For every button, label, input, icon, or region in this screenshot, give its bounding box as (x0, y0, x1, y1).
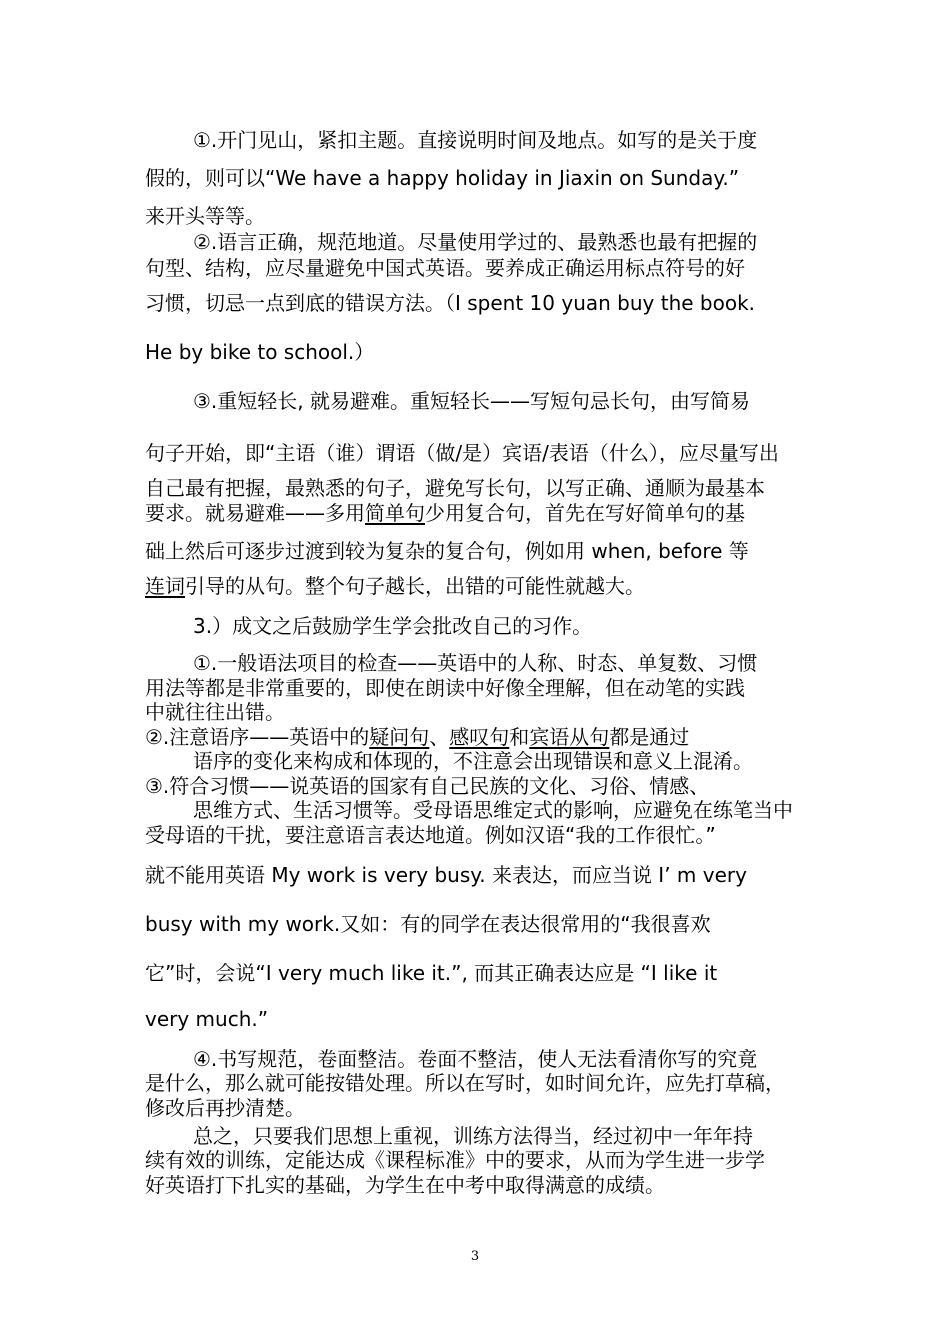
text-segment: very much.” (145, 1007, 269, 1031)
text-line (145, 570, 645, 599)
text-segment: 3.）成文之后鼓励学生学会批改自己的习作。 (193, 614, 593, 638)
text-line (145, 497, 745, 526)
text-segment: 是什么，那么就可能按错处理。所以在写时，如时间允许，应先打草稿， (145, 1071, 785, 1095)
text-line (145, 1092, 305, 1121)
text-segment: 引导的从句。整个句子越长，出错的可能性就越大。 (185, 574, 645, 598)
text-line (145, 437, 779, 466)
text-segment: 习惯，切忌一点到底的错误方法。（I spent 10 yuan buy the book. (145, 291, 756, 315)
text-line (145, 1007, 268, 1031)
text-segment: ①.开门见山，紧扣主题。直接说明时间及地点。如写的是关于度 (193, 128, 758, 152)
text-segment: 句子开始，即“主语（谁）谓语（做/是）宾语/表语（什么），应尽量写出 (145, 441, 779, 465)
text-segment: 它”时，会说“I very much like it.”, 而其正确表达应是 “I like it (145, 961, 718, 985)
text-segment: 少用复合句，首先在写好简单句的基 (425, 501, 745, 525)
text-segment: 中就往往出错。 (145, 700, 285, 724)
text-line (145, 957, 717, 986)
text-line (145, 1169, 665, 1198)
text-segment: ③.符合习惯——说英语的国家有自己民族的文化、习俗、情感、 (145, 774, 710, 798)
underlined-term: 疑问句 (369, 725, 430, 749)
text-line (145, 162, 739, 191)
text-line (145, 859, 747, 888)
text-segment: 要求。就易避难——多用 (145, 501, 365, 525)
text-segment: 和 (509, 725, 530, 749)
text-line (193, 226, 757, 255)
text-segment: 好英语打下扎实的基础，为学生在中考中取得满意的成绩。 (145, 1173, 665, 1197)
text-line (145, 535, 749, 564)
text-segment: 都是通过 (609, 725, 690, 749)
text-segment: ③.重短轻长, 就易避难。重短轻长——写短句忌长句，由写简易 (193, 389, 751, 413)
text-line (193, 385, 750, 414)
text-segment: 句型、结构，应尽量避免中国式英语。要养成正确运用标点符号的好 (145, 256, 745, 280)
text-segment: busy with my work.又如：有的同学在表达很常用的“我很喜欢 (145, 912, 711, 936)
text-segment: 来开头等等。 (145, 204, 265, 228)
text-segment: 假的，则可以“We have a happy holiday in Jiaxin on Sunday.” (145, 166, 740, 190)
text-segment: 用法等都是非常重要的，即使在朗读中好像全理解，但在动笔的实践 (145, 676, 745, 700)
text-segment: 思维方式、生活习惯等。受母语思维定式的影响，应避免在练笔当中 (193, 798, 793, 822)
text-segment: 修改后再抄清楚。 (145, 1096, 305, 1120)
underlined-term: 简单句 (365, 501, 425, 525)
text-segment: 受母语的干扰，要注意语言表达地道。例如汉语“我的工作很忙。” (145, 823, 716, 847)
text-line (145, 252, 745, 281)
text-segment: 续有效的训练，定能达成《课程标准》中的要求，从而为学生进一步学 (145, 1148, 765, 1172)
underlined-term: 感叹句 (449, 725, 510, 749)
text-segment: ②.语言正确，规范地道。尽量使用学过的、最熟悉也最有把握的 (193, 230, 758, 254)
text-line (145, 200, 265, 229)
text-line (145, 819, 716, 848)
text-segment: 语序的变化来构成和体现的，不注意会出现错误和意义上混淆。 (193, 749, 753, 773)
text-segment: ②.注意语序——英语中的 (145, 725, 370, 749)
text-line (145, 336, 374, 365)
page-number: 3 (470, 1249, 480, 1264)
text-segment: ①.一般语法项目的检查——英语中的人称、时态、单复数、习惯 (193, 651, 758, 675)
underlined-term: 宾语从句 (529, 725, 610, 749)
underlined-term: 连词 (145, 574, 185, 598)
text-segment: 、 (429, 725, 450, 749)
text-segment: 础上然后可逐步过渡到较为复杂的复合句，例如用 when, before 等 (145, 539, 749, 563)
text-segment: 自己最有把握，最熟悉的句子，避免写长句，以写正确、通顺为最基本 (145, 476, 765, 500)
text-segment: 就不能用英语 My work is very busy. 来表达，而应当说 I’ m very (145, 863, 747, 887)
text-line (145, 287, 755, 316)
text-line (145, 908, 711, 937)
text-segment: 总之，只要我们思想上重视，训练方法得当，经过初中一年年持 (193, 1124, 753, 1148)
text-segment: He by bike to school.） (145, 340, 375, 364)
text-line (193, 610, 592, 639)
text-segment: ④.书写规范，卷面整洁。卷面不整洁，使人无法看清你写的究竟 (193, 1047, 758, 1071)
text-line (193, 124, 757, 153)
